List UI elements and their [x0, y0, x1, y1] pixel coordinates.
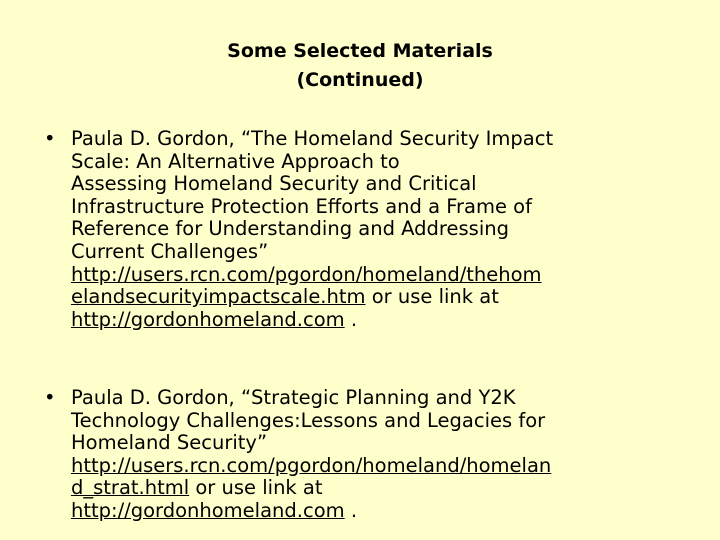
- reference-url-link[interactable]: http://users.rcn.com/pgordon/homeland/homelan: [71, 453, 552, 477]
- bullet-icon: •: [44, 386, 56, 409]
- end-punctuation: .: [344, 307, 358, 331]
- alt-link-line: [71, 500, 686, 523]
- alt-link-line: [71, 309, 686, 332]
- reference-line: Technology Challenges:Lessons and Legacies for: [71, 408, 546, 432]
- reference-text-2: [71, 387, 686, 523]
- reference-line: Scale: An Alternative Approach to: [71, 149, 400, 173]
- reference-line: Homeland Security”: [71, 431, 268, 455]
- connector-text: or use link at: [189, 476, 323, 500]
- reference-item-2: [44, 387, 694, 523]
- end-punctuation: .: [344, 498, 358, 522]
- reference-text-1: [71, 128, 686, 331]
- reference-url-link-continued[interactable]: elandsecurityimpactscale.htm: [71, 285, 366, 309]
- url-line: [71, 455, 686, 478]
- url-line: [71, 477, 686, 500]
- url-line: [71, 264, 686, 287]
- reference-url-link-continued[interactable]: d_strat.html: [71, 476, 190, 500]
- reference-line: Infrastructure Protection Efforts and a Frame of: [71, 194, 532, 218]
- connector-text: or use link at: [365, 285, 499, 309]
- reference-url-link[interactable]: http://users.rcn.com/pgordon/homeland/thehom: [71, 262, 542, 286]
- reference-line: Reference for Understanding and Addressing: [71, 217, 509, 241]
- reference-line: Assessing Homeland Security and Critical: [71, 172, 477, 196]
- reference-item-1: [44, 128, 694, 331]
- reference-line: Paula D. Gordon, “Strategic Planning and Y2K: [71, 386, 516, 409]
- url-line: [71, 286, 686, 309]
- reference-line: Paula D. Gordon, “The Homeland Security Impact: [71, 127, 554, 150]
- title-line-2: (Continued): [296, 69, 424, 91]
- slide-title: [0, 37, 720, 95]
- title-line-1: Some Selected Materials: [227, 40, 493, 62]
- gordonhomeland-link[interactable]: http://gordonhomeland.com: [71, 307, 345, 331]
- bullet-icon: •: [44, 127, 56, 150]
- reference-line: Current Challenges”: [71, 239, 269, 263]
- gordonhomeland-link[interactable]: http://gordonhomeland.com: [71, 498, 345, 522]
